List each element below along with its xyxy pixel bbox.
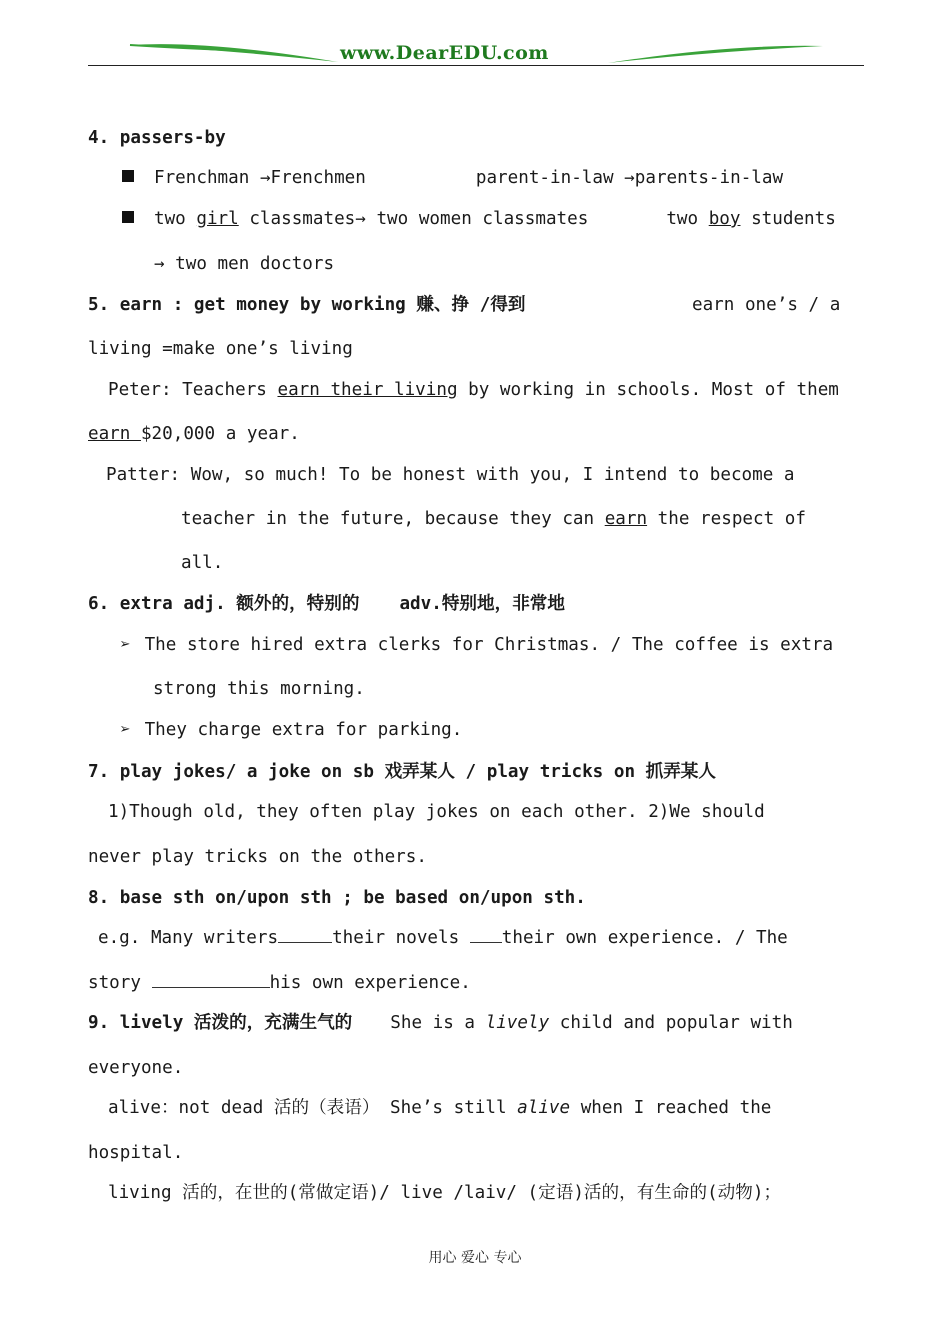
bullet-4-1: Frenchman →Frenchmen parent-in-law →parents-in-law (122, 166, 783, 190)
example-7-2: never play tricks on the others. (88, 847, 427, 867)
text-5-living: living =make one’s living (88, 339, 353, 359)
heading-5: 5. earn : get money by working 赚、挣 /得到 (88, 295, 526, 315)
example-7-1: 1)Though old, they often play jokes on each other. 2)We should (108, 802, 765, 822)
square-bullet-icon (122, 211, 134, 223)
bullet-4-2: two girl classmates→ two women classmates two boy students (122, 207, 836, 231)
alive-line: alive：not dead 活的（表语） She’s still alive when I reached the (108, 1098, 772, 1118)
example-9-cont: everyone. (88, 1058, 184, 1078)
heading-6: 6. extra adj. 额外的，特别的 adv.特别地，非常地 (88, 594, 565, 614)
alive-line-cont: hospital. (88, 1143, 184, 1163)
fill-blank[interactable] (470, 928, 502, 943)
page-footer: 用心 爱心 专心 (428, 1250, 522, 1266)
heading-8: 8. base sth on/upon sth ; be based on/upon sth. (88, 888, 586, 908)
heading-5-tail: earn one’s / a (692, 295, 841, 315)
fill-blank[interactable] (152, 973, 270, 988)
patter-line: Patter: Wow, so much! To be honest with you, I intend to become a (106, 465, 795, 485)
example-8-1: e.g. Many writers their novels their own experience. / The (98, 928, 788, 948)
arrow-bullet-icon: ➢ (120, 720, 131, 740)
example-6-2: ➢ They charge extra for parking. (120, 720, 463, 740)
example-6-1-cont: strong this morning. (153, 679, 365, 699)
peter-line-2: earn $20,000 a year. (88, 424, 300, 444)
right-swoosh (608, 46, 823, 63)
square-bullet-icon (122, 170, 134, 182)
patter-line-3: all. (181, 553, 224, 573)
living-line: living 活的，在世的(常做定语)/ live /laiv/ (定语)活的，有生命的(动物)； (108, 1183, 782, 1203)
fill-blank[interactable] (278, 928, 332, 943)
arrow-bullet-icon: ➢ (120, 635, 131, 655)
peter-line: Peter: Teachers earn their living by working in schools. Most of them (108, 380, 839, 400)
heading-4: 4. passers-by (88, 128, 226, 148)
header-rule (88, 65, 864, 66)
example-8-2: story his own experience. (88, 973, 471, 993)
bullet-4-2-cont: → two men doctors (154, 254, 335, 274)
heading-9: 9. lively 活泼的，充满生气的 She is a lively child and popular with (88, 1013, 793, 1033)
heading-7: 7. play jokes/ a joke on sb 戏弄某人 / play tricks on 抓弄某人 (88, 762, 716, 782)
patter-line-2: teacher in the future, because they can earn the respect of (181, 509, 806, 529)
site-logo[interactable]: www.DearEDU.com (340, 42, 549, 64)
example-6-1: ➢ The store hired extra clerks for Christmas. / The coffee is extra (120, 635, 834, 655)
